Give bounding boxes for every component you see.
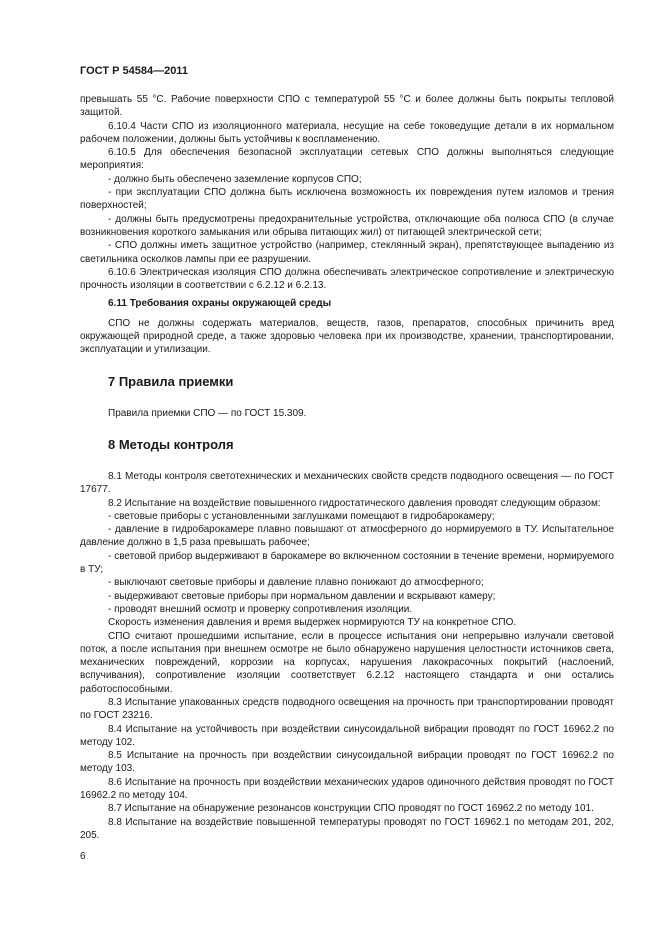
list-item: - выдерживают световые приборы при нормальном давлении и вскрывают камеру; xyxy=(108,590,496,602)
paragraph: 8.4 Испытание на устойчивость при воздействии синусоидальной вибрации проводят по ГОСТ 16962.2 по методу 102. xyxy=(80,723,614,748)
list-item: - СПО должны иметь защитное устройство (например, стеклянный экран), препятствующее выпадению из светильника осколков лампы при ее разрушении. xyxy=(80,240,614,265)
paragraph: 6.10.6 Электрическая изоляция СПО должна обеспечивать электрическое сопротивление и электрическую прочность изоляции в соответствии с 6.2.12 и 6.2.13. xyxy=(80,266,614,292)
list-item: - световые приборы с установленными заглушками помещают в гидробарокамеру; xyxy=(108,510,495,522)
paragraph: 8.1 Методы контроля светотехнических и механических свойств средств подводного освещения — по ГОСТ 17677. xyxy=(80,470,614,496)
document-body xyxy=(80,93,614,842)
paragraph: 8.8 Испытание на воздействие повышенной температуры проводят по ГОСТ 16962.1 по методам 201, 202, 205. xyxy=(80,816,614,841)
list-item: - выключают световые приборы и давление плавно понижают до атмосферного; xyxy=(108,577,484,589)
list-item: - должно быть обеспечено заземление корпусов СПО; xyxy=(108,173,362,185)
subsection-heading: 6.11 Требования охраны окружающей среды xyxy=(108,298,332,310)
section-heading-7: 7 Правила приемки xyxy=(108,373,234,389)
list-item: - при эксплуатации СПО должна быть исключена возможность их повреждения путем изломов и трения поверхностей; xyxy=(80,187,614,212)
paragraph: превышать 55 °С. Рабочие поверхности СПО с температурой 55 °С и более должны быть покрыты тепловой защитой. xyxy=(80,94,614,119)
paragraph: 8.3 Испытание упакованных средств подводного освещения на прочность при транспортировании проводят по ГОСТ 23216. xyxy=(80,696,614,722)
list-item: - световой прибор выдерживают в барокамере во включенном состоянии в течение времени, нормируемого в ТУ; xyxy=(80,550,614,576)
paragraph: 8.6 Испытание на прочность при воздействии механических ударов одиночного действия проводят по ГОСТ 16962.2 по методу 104. xyxy=(80,776,614,802)
paragraph: СПО не должны содержать материалов, веществ, газов, препаратов, способных причинить вред окружающей природной среде, а также здоровью человека при их производстве, хранении, транспортировании, эксплуатации и утилизации. xyxy=(80,317,614,356)
page-number: 6 xyxy=(80,851,86,862)
paragraph: 8.7 Испытание на обнаружение резонансов конструкции СПО проводят по ГОСТ 16962.2 по методу 101. xyxy=(108,803,594,815)
list-item: - проводят внешний осмотр и проверку сопротивления изоляции. xyxy=(108,603,413,615)
paragraph: Скорость изменения давления и время выдержек нормируются ТУ на конкретное СПО. xyxy=(108,617,517,629)
section-heading-8: 8 Методы контроля xyxy=(108,436,234,452)
document-header: ГОСТ Р 54584—2011 xyxy=(80,65,188,77)
list-item: - должны быть предусмотрены предохранительные устройства, отключающие оба полюса СПО (в случае возникновения короткого замыкания или обрыва питающих жил) от питающей электрической сети; xyxy=(80,213,614,238)
list-item: - давление в гидробарокамере плавно повышают от атмосферного до нормируемого в ТУ. Испытательное давление должно в 1,5 раза превышать рабочее; xyxy=(80,524,614,549)
paragraph: 8.5 Испытание на прочность при воздействии синусоидальной вибрации проводят по ГОСТ 16962.2 по методу 103. xyxy=(80,750,614,775)
paragraph: СПО считают прошедшими испытание, если в процессе испытания они непрерывно излучали световой поток, а после испытания при внешнем осмотре не было обнаружено нарушения целостности источников света, механических повреждений, коррозии на корпусах, нарушения лакокрасочных покрытий (наслоений, вспучивания), сопротивление изоляции соответствует 6.2.12 настоящего стандарта и они остались работоспособными. xyxy=(80,630,614,695)
paragraph: Правила приемки СПО — по ГОСТ 15.309. xyxy=(108,407,307,419)
paragraph: 6.10.4 Части СПО из изоляционного материала, несущие на себе токоведущие детали в их нормальном рабочем положении, должны быть устойчивы к воспламенению. xyxy=(80,120,614,145)
paragraph: 8.2 Испытание на воздействие повышенного гидростатического давления проводят следующим образом: xyxy=(108,497,601,509)
paragraph: 6.10.5 Для обеспечения безопасной эксплуатации сетевых СПО должны выполняться следующие мероприятия: xyxy=(80,147,614,172)
